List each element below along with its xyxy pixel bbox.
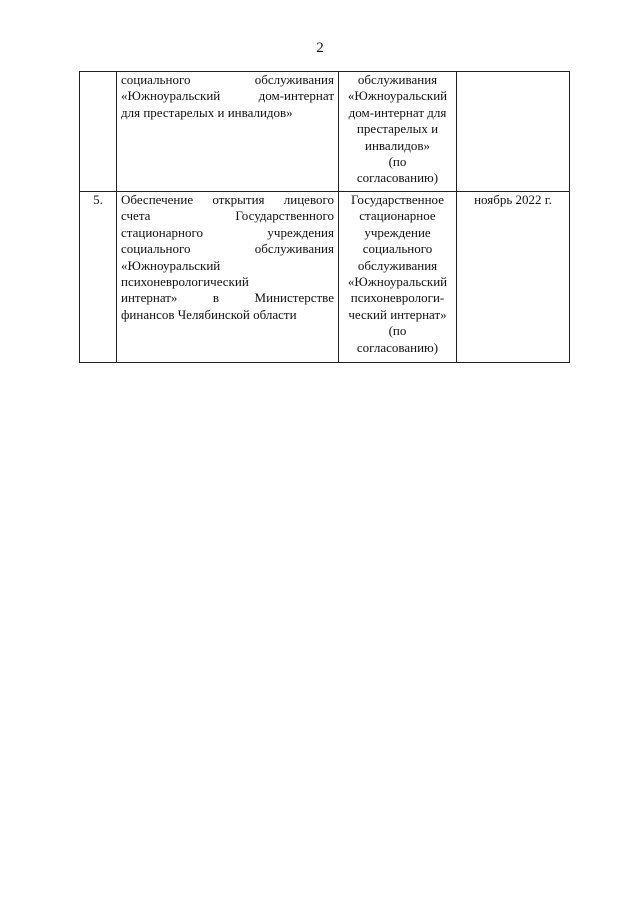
action-line: «Южноуральский (121, 257, 221, 273)
responsible-cell (339, 72, 457, 192)
responsible-line: Государственное (351, 192, 444, 207)
page-number: 2 (316, 40, 324, 56)
responsible-line: психоневрологи- (350, 290, 445, 306)
responsible-line: инвалидов» (365, 137, 430, 153)
action-line: социального обслуживания (121, 241, 334, 257)
action-cell (117, 72, 339, 192)
responsible-line: обслуживания (357, 257, 438, 273)
responsible-cell (339, 192, 457, 363)
table-row (80, 192, 570, 363)
responsible-line: дом-интернат для (348, 104, 447, 120)
action-line: счета Государственного (121, 208, 334, 224)
action-line: социального обслуживания (121, 72, 334, 87)
row-number-cell (80, 72, 117, 192)
responsible-line: (по (388, 323, 407, 339)
responsible-line: стационарное (359, 208, 436, 224)
deadline-cell (457, 72, 570, 192)
responsible-line: социального (362, 241, 433, 257)
deadline-cell: ноябрь 2022 г. (457, 192, 570, 363)
responsible-line: «Южноуральский (347, 274, 448, 290)
responsible-line: согласованию) (356, 339, 439, 355)
responsible-line: престарелых и (356, 121, 439, 137)
row-number-cell: 5. (80, 192, 117, 363)
action-line: Обеспечение открытия лицевого (121, 192, 334, 207)
responsible-line: согласованию) (356, 170, 439, 186)
responsible-line: «Южноуральский (347, 88, 448, 104)
action-line: для престарелых и инвалидов» (121, 104, 293, 120)
responsible-line: обслуживания (357, 72, 438, 87)
action-line: интернат» в Министерстве (121, 290, 334, 306)
responsible-line: ческий интернат» (348, 306, 447, 322)
table-row (80, 72, 570, 192)
action-line: стационарного учреждения (121, 224, 334, 240)
responsible-line: учреждение (364, 224, 431, 240)
action-line: «Южноуральский дом-интернат (121, 88, 334, 104)
action-line: финансов Челябинской области (121, 306, 297, 322)
action-cell (117, 192, 339, 363)
plan-table (79, 71, 570, 363)
action-line: психоневрологический (121, 274, 249, 290)
responsible-line: (по (388, 154, 407, 170)
